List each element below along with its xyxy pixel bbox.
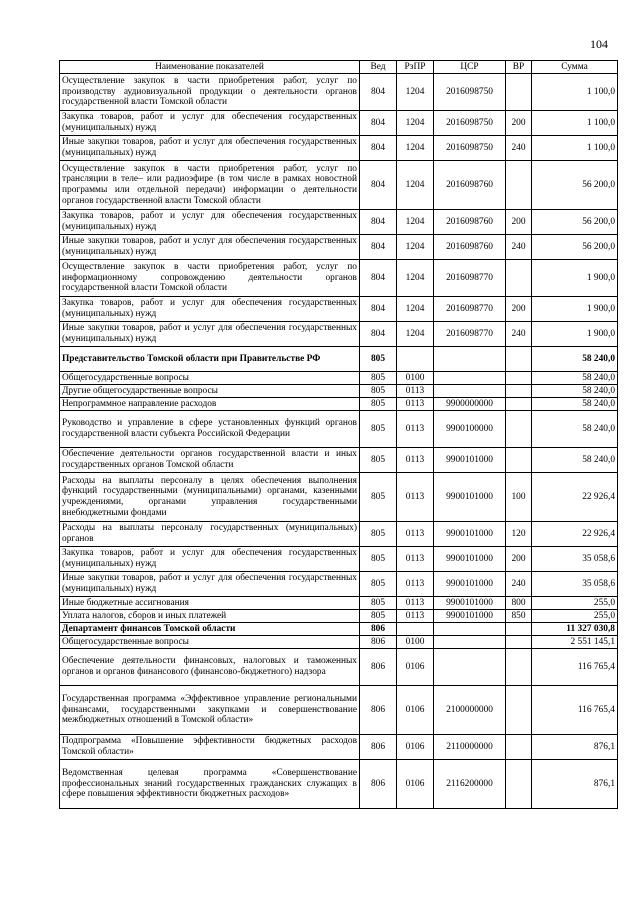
table-cell-vr	[506, 735, 532, 760]
table-cell-ved: 806	[360, 649, 397, 686]
table-row	[60, 161, 618, 210]
table-cell-name: Иные закупки товаров, работ и услуг для обеспечения государственных (муниципальных) нужд	[60, 572, 360, 597]
table-cell-sum: 58 240,0	[532, 372, 618, 385]
table-cell-sum: 35 058,6	[532, 572, 618, 597]
table-cell-vr: 240	[506, 322, 532, 347]
table-cell-rzpr: 0113	[397, 385, 434, 398]
table-cell-csr: 2016098760	[434, 161, 506, 210]
table-row	[60, 297, 618, 322]
table-row	[60, 597, 618, 610]
table-cell-ved: 805	[360, 398, 397, 411]
table-cell-ved: 805	[360, 547, 397, 572]
budget-table	[59, 60, 618, 809]
table-row	[60, 522, 618, 547]
table-cell-name: Представительство Томской области при Правительстве РФ	[60, 347, 360, 372]
table-row	[60, 235, 618, 260]
table-cell-csr	[434, 649, 506, 686]
table-cell-vr	[506, 649, 532, 686]
table-cell-sum: 255,0	[532, 610, 618, 623]
table-cell-ved: 805	[360, 522, 397, 547]
table-cell-sum: 116 765,4	[532, 686, 618, 735]
table-cell-csr: 9900100000	[434, 411, 506, 448]
table-cell-csr: 2100000000	[434, 686, 506, 735]
table-cell-csr: 2016098760	[434, 210, 506, 235]
table-cell-csr: 2016098750	[434, 74, 506, 111]
page-number: 104	[590, 37, 608, 51]
table-cell-csr: 2016098760	[434, 235, 506, 260]
table-cell-name: Ведомственная целевая программа «Совершенствование профессиональных знаний государственных гражданских служащих в сфере повышения эффективности бюджетных расходов»	[60, 760, 360, 809]
table-cell-rzpr: 0113	[397, 473, 434, 522]
table-cell-rzpr: 1204	[397, 260, 434, 297]
table-row	[60, 372, 618, 385]
table-cell-csr: 9900101000	[434, 448, 506, 473]
table-cell-name: Осуществление закупок в части приобретения работ, услуг по информационному сопровождению деятельности органов государственной власти Томской области	[60, 260, 360, 297]
table-cell-ved: 805	[360, 610, 397, 623]
table-cell-sum: 58 240,0	[532, 411, 618, 448]
table-cell-name: Осуществление закупок в части приобретения работ, услуг по трансляции в теле– или радиоэфире (в том числе в рамках новостной программы или отдельной передачи) информации о деятельности органов государственной власти Томской области	[60, 161, 360, 210]
table-cell-name: Непрограммное направление расходов	[60, 398, 360, 411]
table-cell-rzpr: 0113	[397, 448, 434, 473]
header-csr: ЦСР	[434, 61, 506, 74]
table-cell-sum: 255,0	[532, 597, 618, 610]
table-cell-csr: 2110000000	[434, 735, 506, 760]
table-row	[60, 473, 618, 522]
table-cell-vr	[506, 385, 532, 398]
table-cell-csr: 9900101000	[434, 597, 506, 610]
table-cell-sum: 22 926,4	[532, 522, 618, 547]
table-cell-sum: 11 327 030,8	[532, 623, 618, 636]
table-cell-rzpr: 0113	[397, 522, 434, 547]
table-cell-sum: 1 100,0	[532, 111, 618, 136]
table-row	[60, 411, 618, 448]
table-cell-sum: 116 765,4	[532, 649, 618, 686]
table-cell-csr: 9900101000	[434, 473, 506, 522]
table-cell-vr: 800	[506, 597, 532, 610]
table-cell-csr: 2016098770	[434, 260, 506, 297]
table-row	[60, 136, 618, 161]
table-cell-sum: 56 200,0	[532, 161, 618, 210]
table-cell-name: Иные закупки товаров, работ и услуг для обеспечения государственных (муниципальных) нужд	[60, 136, 360, 161]
table-cell-rzpr: 1204	[397, 210, 434, 235]
table-cell-name: Общегосударственные вопросы	[60, 372, 360, 385]
table-cell-vr: 240	[506, 235, 532, 260]
table-cell-sum: 22 926,4	[532, 473, 618, 522]
table-cell-name: Иные бюджетные ассигнования	[60, 597, 360, 610]
table-cell-rzpr	[397, 623, 434, 636]
table-cell-ved: 804	[360, 74, 397, 111]
table-cell-csr: 2016098750	[434, 111, 506, 136]
table-cell-ved: 805	[360, 448, 397, 473]
table-cell-name: Обеспечение деятельности финансовых, налоговых и таможенных органов и органов финансового (финансово-бюджетного) надзора	[60, 649, 360, 686]
table-cell-vr: 120	[506, 522, 532, 547]
table-cell-ved: 804	[360, 210, 397, 235]
table-cell-ved: 806	[360, 760, 397, 809]
header-rzpr: РзПР	[397, 61, 434, 74]
table-cell-rzpr: 1204	[397, 322, 434, 347]
table-cell-name: Расходы на выплаты персоналу в целях обеспечения выполнения функций государственными (муниципальными) органами, казенными учреждениями, органами управления государственными внебюджетными фондами	[60, 473, 360, 522]
table-cell-name: Закупка товаров, работ и услуг для обеспечения государственных (муниципальных) нужд	[60, 297, 360, 322]
table-cell-sum: 1 100,0	[532, 136, 618, 161]
table-cell-csr	[434, 623, 506, 636]
table-cell-sum: 876,1	[532, 760, 618, 809]
table-row	[60, 111, 618, 136]
table-cell-vr	[506, 411, 532, 448]
table-cell-sum: 56 200,0	[532, 210, 618, 235]
table-cell-rzpr: 0100	[397, 372, 434, 385]
table-cell-vr	[506, 74, 532, 111]
table-cell-name: Департамент финансов Томской области	[60, 623, 360, 636]
table-cell-rzpr: 0106	[397, 649, 434, 686]
table-cell-ved: 804	[360, 161, 397, 210]
table-cell-vr	[506, 623, 532, 636]
table-cell-rzpr	[397, 347, 434, 372]
table-cell-name: Расходы на выплаты персоналу государственных (муниципальных) органов	[60, 522, 360, 547]
table-cell-vr	[506, 372, 532, 385]
header-sum: Сумма	[532, 61, 618, 74]
table-cell-name: Обеспечение деятельности органов государственной власти и иных государственных органов Томской области	[60, 448, 360, 473]
table-cell-csr	[434, 372, 506, 385]
table-cell-vr	[506, 448, 532, 473]
table-cell-vr: 850	[506, 610, 532, 623]
table-row	[60, 347, 618, 372]
table-cell-sum: 58 240,0	[532, 448, 618, 473]
table-cell-name: Государственная программа «Эффективное управление региональными финансами, государственными закупками и совершенствование межбюджетных отношений в Томской области»	[60, 686, 360, 735]
table-cell-csr	[434, 636, 506, 649]
table-row	[60, 385, 618, 398]
table-row	[60, 636, 618, 649]
table-cell-vr: 100	[506, 473, 532, 522]
table-cell-ved: 804	[360, 297, 397, 322]
table-row	[60, 398, 618, 411]
table-row	[60, 760, 618, 809]
table-cell-rzpr: 0113	[397, 610, 434, 623]
table-cell-sum: 56 200,0	[532, 235, 618, 260]
table-cell-csr	[434, 385, 506, 398]
table-row	[60, 610, 618, 623]
table-row	[60, 735, 618, 760]
table-cell-rzpr: 1204	[397, 297, 434, 322]
table-cell-csr: 2016098770	[434, 297, 506, 322]
table-cell-sum: 2 551 145,1	[532, 636, 618, 649]
table-cell-rzpr: 1204	[397, 111, 434, 136]
table-cell-ved: 806	[360, 636, 397, 649]
table-cell-rzpr: 0106	[397, 760, 434, 809]
table-cell-name: Другие общегосударственные вопросы	[60, 385, 360, 398]
table-cell-csr: 2016098750	[434, 136, 506, 161]
table-row	[60, 448, 618, 473]
table-cell-ved: 805	[360, 572, 397, 597]
table-cell-csr	[434, 347, 506, 372]
table-cell-name: Иные закупки товаров, работ и услуг для обеспечения государственных (муниципальных) нужд	[60, 322, 360, 347]
table-cell-ved: 805	[360, 473, 397, 522]
table-cell-sum: 1 900,0	[532, 322, 618, 347]
table-row	[60, 649, 618, 686]
table-cell-vr: 200	[506, 111, 532, 136]
table-header-row	[60, 61, 618, 74]
table-cell-ved: 804	[360, 322, 397, 347]
table-cell-rzpr: 1204	[397, 74, 434, 111]
table-cell-rzpr: 0113	[397, 572, 434, 597]
table-cell-csr: 2116200000	[434, 760, 506, 809]
table-cell-ved: 805	[360, 597, 397, 610]
table-row	[60, 322, 618, 347]
table-cell-ved: 805	[360, 372, 397, 385]
table-cell-name: Подпрограмма «Повышение эффективности бюджетных расходов Томской области»	[60, 735, 360, 760]
table-cell-name: Закупка товаров, работ и услуг для обеспечения государственных (муниципальных) нужд	[60, 547, 360, 572]
table-cell-sum: 1 900,0	[532, 260, 618, 297]
table-cell-rzpr: 1204	[397, 161, 434, 210]
table-cell-csr: 9900101000	[434, 610, 506, 623]
table-cell-ved: 804	[360, 111, 397, 136]
table-cell-vr	[506, 760, 532, 809]
table-cell-vr: 200	[506, 210, 532, 235]
table-cell-sum: 35 058,6	[532, 547, 618, 572]
table-cell-csr: 9900000000	[434, 398, 506, 411]
table-cell-sum: 1 100,0	[532, 74, 618, 111]
table-row	[60, 623, 618, 636]
table-cell-ved: 804	[360, 136, 397, 161]
table-cell-ved: 804	[360, 260, 397, 297]
table-cell-name: Общегосударственные вопросы	[60, 636, 360, 649]
table-cell-sum: 876,1	[532, 735, 618, 760]
table-cell-name: Уплата налогов, сборов и иных платежей	[60, 610, 360, 623]
table-cell-vr: 240	[506, 136, 532, 161]
table-row	[60, 547, 618, 572]
table-cell-vr: 240	[506, 572, 532, 597]
table-cell-vr: 200	[506, 297, 532, 322]
header-name: Наименование показателей	[60, 61, 360, 74]
table-cell-vr	[506, 260, 532, 297]
table-cell-ved: 805	[360, 411, 397, 448]
table-cell-csr: 9900101000	[434, 547, 506, 572]
table-row	[60, 686, 618, 735]
table-cell-ved: 806	[360, 735, 397, 760]
table-cell-rzpr: 1204	[397, 235, 434, 260]
table-cell-vr	[506, 636, 532, 649]
table-cell-vr	[506, 398, 532, 411]
table-cell-vr	[506, 161, 532, 210]
table-cell-name: Закупка товаров, работ и услуг для обеспечения государственных (муниципальных) нужд	[60, 210, 360, 235]
table-row	[60, 210, 618, 235]
header-vr: ВР	[506, 61, 532, 74]
table-cell-vr	[506, 347, 532, 372]
table-cell-rzpr: 0113	[397, 411, 434, 448]
table-cell-rzpr: 0106	[397, 686, 434, 735]
header-ved: Вед	[360, 61, 397, 74]
table-row	[60, 74, 618, 111]
table-cell-rzpr: 0106	[397, 735, 434, 760]
table-cell-rzpr: 0113	[397, 398, 434, 411]
table-cell-name: Иные закупки товаров, работ и услуг для обеспечения государственных (муниципальных) нужд	[60, 235, 360, 260]
table-cell-ved: 805	[360, 347, 397, 372]
table-cell-ved: 804	[360, 235, 397, 260]
table-row	[60, 572, 618, 597]
table-cell-sum: 58 240,0	[532, 398, 618, 411]
table-cell-vr: 200	[506, 547, 532, 572]
table-cell-rzpr: 0113	[397, 597, 434, 610]
table-row	[60, 260, 618, 297]
table-cell-ved: 806	[360, 623, 397, 636]
table-cell-name: Руководство и управление в сфере установленных функций органов государственной власти субъекта Российской Федерации	[60, 411, 360, 448]
table-cell-ved: 805	[360, 385, 397, 398]
table-cell-name: Закупка товаров, работ и услуг для обеспечения государственных (муниципальных) нужд	[60, 111, 360, 136]
table-cell-rzpr: 0100	[397, 636, 434, 649]
table-cell-vr	[506, 686, 532, 735]
table-cell-name: Осуществление закупок в части приобретения работ, услуг по производству аудиовизуальной продукции о деятельности органов государственной власти Томской области	[60, 74, 360, 111]
table-cell-sum: 58 240,0	[532, 347, 618, 372]
table-cell-sum: 58 240,0	[532, 385, 618, 398]
table-cell-ved: 806	[360, 686, 397, 735]
table-cell-rzpr: 1204	[397, 136, 434, 161]
table-cell-csr: 2016098770	[434, 322, 506, 347]
table-cell-sum: 1 900,0	[532, 297, 618, 322]
table-cell-rzpr: 0113	[397, 547, 434, 572]
table-cell-csr: 9900101000	[434, 522, 506, 547]
table-cell-csr: 9900101000	[434, 572, 506, 597]
